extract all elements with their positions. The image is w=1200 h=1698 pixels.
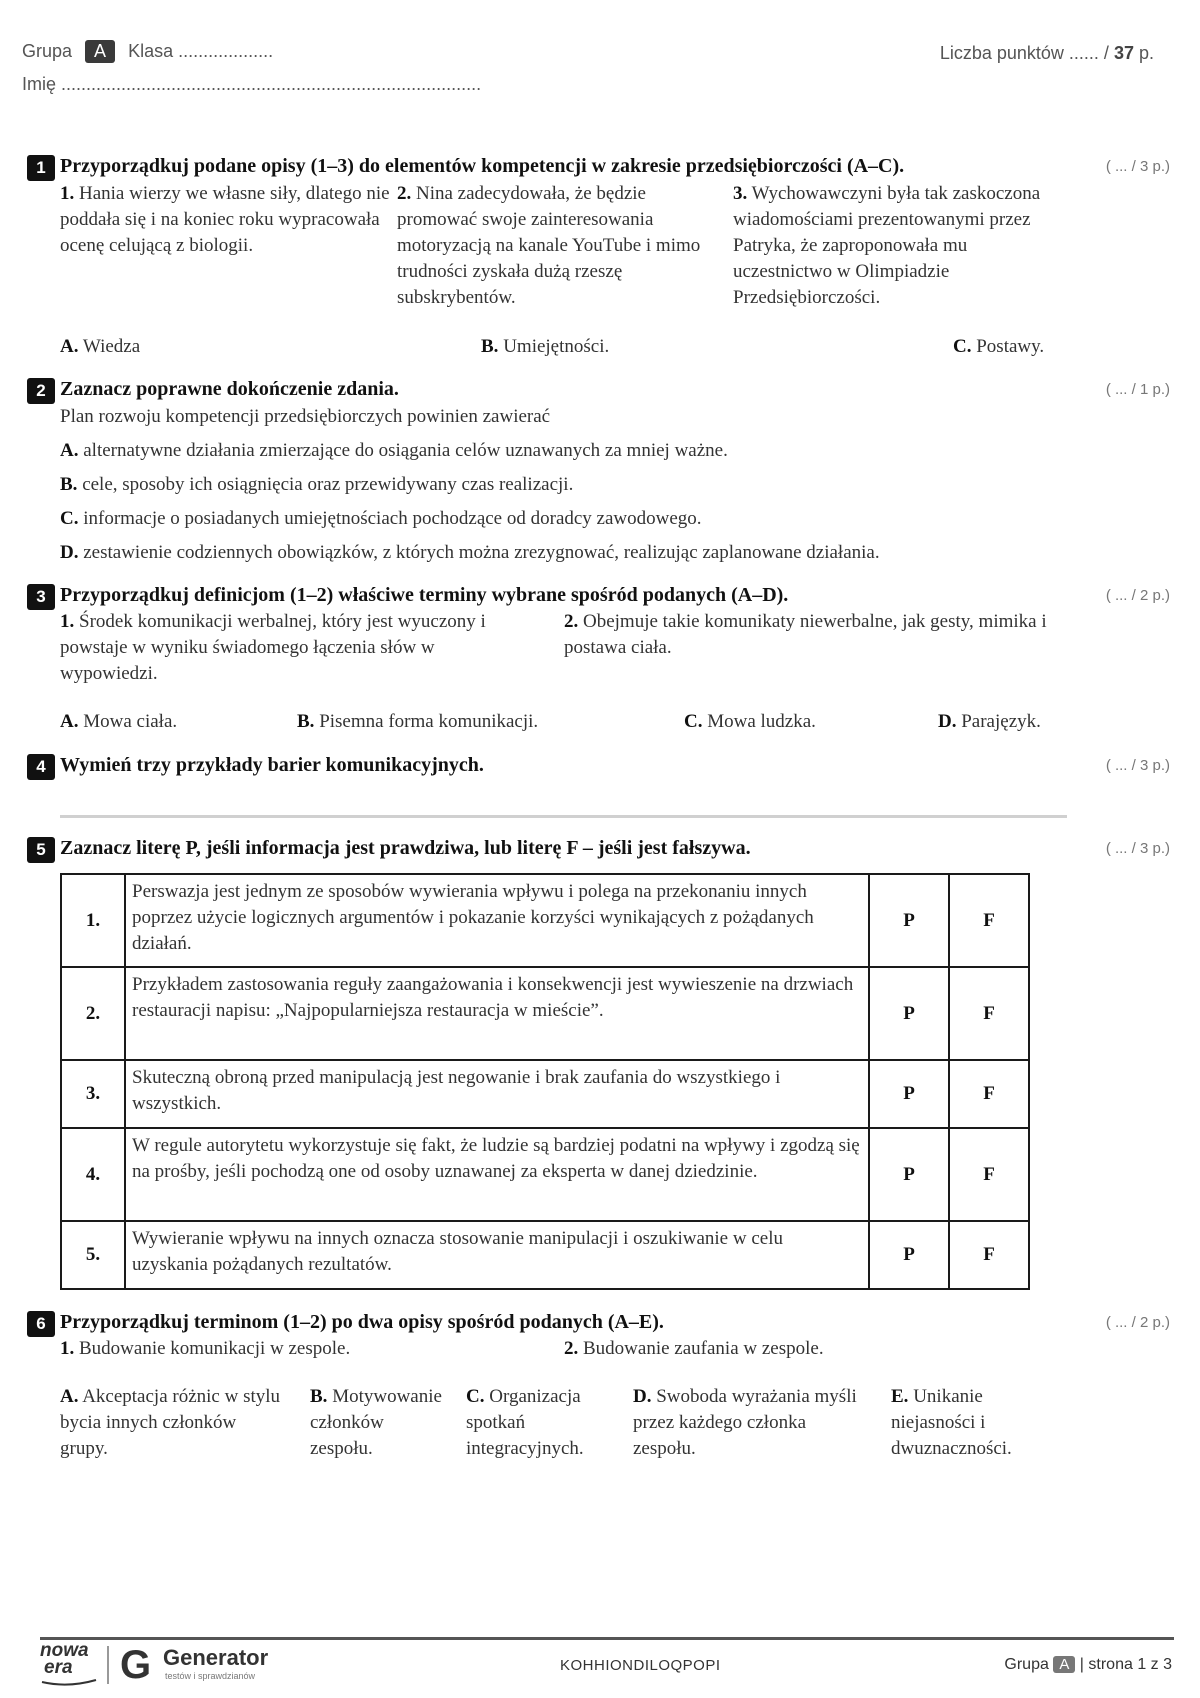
table-row (61, 1060, 1029, 1128)
option-text: Wiedza (82, 336, 141, 357)
row-number: 2. (61, 967, 125, 1060)
option-d (938, 709, 1041, 735)
definition-2 (564, 609, 1074, 661)
generator-subtitle: testów i sprawdzianów (165, 1671, 256, 1681)
logo-line-2: era (44, 1657, 73, 1678)
description-2 (397, 181, 715, 311)
option-a (60, 1384, 285, 1462)
true-option[interactable]: P (869, 1060, 949, 1128)
option-letter: D. (633, 1386, 652, 1407)
points-total: 37 (1113, 43, 1134, 63)
task-number: 5 (27, 837, 55, 863)
task-number: 1 (27, 155, 55, 181)
option-b (310, 1384, 450, 1462)
option-b (297, 709, 538, 735)
option-letter: B. (481, 336, 499, 357)
option-c (684, 709, 816, 735)
option-text: Unikanie niejasności i dwuznaczności. (891, 1386, 1012, 1459)
false-option[interactable]: F (949, 1060, 1029, 1128)
true-false-table (60, 873, 1030, 1290)
task-number: 2 (27, 378, 55, 404)
task-title: Zaznacz literę P, jeśli informacja jest prawdziwa, lub literę F – jeśli jest fałszywa. (60, 837, 751, 859)
statement: Skuteczną obroną przed manipulacją jest negowanie i brak zaufania do wszystkiego i wszystkich. (125, 1060, 869, 1128)
task-title: Przyporządkuj podane opisy (1–3) do elementów kompetencji w zakresie przedsiębiorczości (A–C). (60, 155, 905, 177)
points-label: Liczba punktów ...... / (939, 43, 1109, 63)
task-title: Zaznacz poprawne dokończenie zdania. (60, 378, 399, 400)
option-letter: A. (60, 711, 79, 732)
option-text: Akceptacja różnic w stylu bycia innych członków grupy. (60, 1386, 281, 1459)
option-text: Umiejętności. (503, 336, 610, 357)
footer-group-label: Grupa (1004, 1656, 1049, 1673)
option-letter: D. (938, 711, 957, 732)
description-1 (60, 181, 390, 259)
answer-divider (60, 815, 1067, 818)
option-d (633, 1384, 858, 1462)
footer-group-badge: A (1053, 1656, 1075, 1673)
task-points: ( ... / 3 p.) (1105, 757, 1170, 774)
option-text: Motywowanie członków zespołu. (310, 1386, 442, 1459)
option-text: Mowa ciała. (83, 711, 178, 732)
statement: Przykładem zastosowania reguły zaangażowania i konsekwencji jest wywieszenie na drzwiach restauracji napisu: „Najpopularniejsza restauracja w mieście”. (125, 967, 869, 1060)
option-a[interactable] (60, 438, 728, 464)
item-text: Środek komunikacji werbalnej, który jest wyuczony i powstaje w wyniku świadomego łączenia słów w wypowiedzi. (60, 611, 486, 684)
item-number: 1. (60, 611, 75, 632)
item-number: 3. (733, 183, 748, 204)
option-letter: A. (60, 336, 79, 357)
option-letter: A. (60, 1386, 79, 1407)
statement: Wywieranie wpływu na innych oznacza stosowanie manipulacji i oszukiwanie w celu uzyskania pożądanych rezultatów. (125, 1221, 869, 1289)
task-points: ( ... / 2 p.) (1105, 587, 1170, 604)
true-option[interactable]: P (869, 1221, 949, 1289)
page-number: | strona 1 z 3 (1079, 1656, 1172, 1673)
option-c[interactable] (60, 506, 702, 532)
option-letter: C. (953, 336, 972, 357)
term-2 (564, 1336, 824, 1362)
item-number: 2. (397, 183, 412, 204)
false-option[interactable]: F (949, 874, 1029, 967)
footer-rule (40, 1637, 1174, 1640)
item-text: Obejmuje takie komunikaty niewerbalne, jak gesty, mimika i postawa ciała. (564, 611, 1047, 658)
statement: W regule autorytetu wykorzystuje się fakt, że ludzie są bardziej podatni na wpływy i zgodzą się na prośby, jeśli pochodzą one od osoby uznawanej za eksperta w danej dziedzinie. (125, 1128, 869, 1221)
task-number: 3 (27, 584, 55, 610)
option-letter: C. (684, 711, 703, 732)
option-letter: B. (297, 711, 315, 732)
option-letter: C. (466, 1386, 485, 1407)
points-summary (940, 43, 1154, 64)
statement: Perswazja jest jednym ze sposobów wywierania wpływu i polega na przekonaniu innych poprzez użycie logicznych argumentów i pokazanie korzyści wynikających z pożądanych działań. (125, 874, 869, 967)
task-points: ( ... / 2 p.) (1105, 1314, 1170, 1331)
option-letter: A. (60, 440, 79, 461)
task-stem: Plan rozwoju kompetencji przedsiębiorczych powinien zawierać (60, 406, 551, 427)
task-number: 6 (27, 1311, 55, 1337)
item-number: 1. (60, 183, 75, 204)
true-option[interactable]: P (869, 967, 949, 1060)
task-title: Przyporządkuj terminom (1–2) po dwa opisy spośród podanych (A–E). (60, 1311, 664, 1333)
option-d[interactable] (60, 540, 880, 566)
logo-swoosh (40, 1678, 98, 1686)
group-badge: A (85, 40, 115, 63)
item-number: 2. (564, 1338, 579, 1359)
option-text: Swoboda wyrażania myśli przez każdego członka zespołu. (633, 1386, 857, 1459)
false-option[interactable]: F (949, 967, 1029, 1060)
task-points: ( ... / 3 p.) (1105, 840, 1170, 857)
footer-page-info (1004, 1656, 1172, 1674)
option-text: Postawy. (976, 336, 1045, 357)
option-letter: B. (60, 474, 78, 495)
true-option[interactable]: P (869, 874, 949, 967)
true-option[interactable]: P (869, 1128, 949, 1221)
option-a (60, 709, 177, 735)
false-option[interactable]: F (949, 1128, 1029, 1221)
table-row (61, 1221, 1029, 1289)
generator-icon (120, 1644, 164, 1686)
group-label: Grupa (22, 41, 73, 61)
option-c (953, 334, 1044, 360)
option-text: cele, sposoby ich osiągnięcia oraz przewidywany czas realizacji. (82, 474, 574, 495)
logo-line-1: nowa (40, 1640, 89, 1661)
option-text: Pisemna forma komunikacji. (319, 711, 539, 732)
option-e (891, 1384, 1061, 1462)
task-points: ( ... / 3 p.) (1105, 158, 1170, 175)
item-text: Wychowawczyni była tak zaskoczona wiadomościami prezentowanymi przez Patryka, że zaproponowała mu uczestnictwo w Olimpiadzie Przedsiębiorczości. (733, 183, 1041, 308)
generator-letter: G (120, 1643, 152, 1687)
option-letter: C. (60, 508, 79, 529)
term-1 (60, 1336, 350, 1362)
option-text: alternatywne działania zmierzające do osiągania celów uznawanych za mniej ważne. (83, 440, 728, 461)
footer-separator (107, 1646, 109, 1684)
task-title: Wymień trzy przykłady barier komunikacyjnych. (60, 754, 484, 776)
option-text: Organizacja spotkań integracyjnych. (466, 1386, 584, 1459)
false-option[interactable]: F (949, 1221, 1029, 1289)
row-number: 5. (61, 1221, 125, 1289)
generator-label: Generator (163, 1645, 269, 1670)
option-letter: B. (310, 1386, 328, 1407)
option-letter: E. (891, 1386, 909, 1407)
definition-1 (60, 609, 490, 687)
item-text: Budowanie komunikacji w zespole. (79, 1338, 351, 1359)
item-number: 1. (60, 1338, 75, 1359)
option-c (466, 1384, 626, 1462)
item-text: Budowanie zaufania w zespole. (583, 1338, 824, 1359)
task-title: Przyporządkuj definicjom (1–2) właściwe terminy wybrane spośród podanych (A–D). (60, 584, 789, 606)
nowa-era-logo (40, 1642, 98, 1686)
points-unit: p. (1138, 43, 1154, 63)
row-number: 1. (61, 874, 125, 967)
item-text: Hania wierzy we własne siły, dlatego nie poddała się i na koniec roku wypracowała ocenę celującą z biologii. (60, 183, 390, 256)
task-points: ( ... / 1 p.) (1105, 381, 1170, 398)
option-text: Mowa ludzka. (707, 711, 816, 732)
table-row (61, 874, 1029, 967)
option-letter: D. (60, 542, 79, 563)
row-number: 4. (61, 1128, 125, 1221)
item-number: 2. (564, 611, 579, 632)
name-field: Imię .................................................................................... (22, 74, 482, 94)
table-row (61, 1128, 1029, 1221)
option-b (481, 334, 609, 360)
class-field: Klasa ................... (128, 41, 274, 61)
option-text: informacje o posiadanych umiejętnościach pochodzące od doradcy zawodowego. (83, 508, 702, 529)
item-text: Nina zadecydowała, że będzie promować swoje zainteresowania motoryzacją na kanale YouTube i mimo trudności zyskała dużą rzeszę subskrybentów. (397, 183, 701, 308)
option-text: zestawienie codziennych obowiązków, z których można zrezygnować, realizując zaplanowane działania. (83, 542, 880, 563)
document-code: KOHHIONDILOQPOPI (560, 1657, 721, 1674)
table-row (61, 967, 1029, 1060)
row-number: 3. (61, 1060, 125, 1128)
task-number: 4 (27, 754, 55, 780)
option-a (60, 334, 140, 360)
option-text: Parajęzyk. (961, 711, 1041, 732)
description-3 (733, 181, 1063, 311)
option-b[interactable] (60, 472, 573, 498)
group-field (22, 40, 273, 63)
